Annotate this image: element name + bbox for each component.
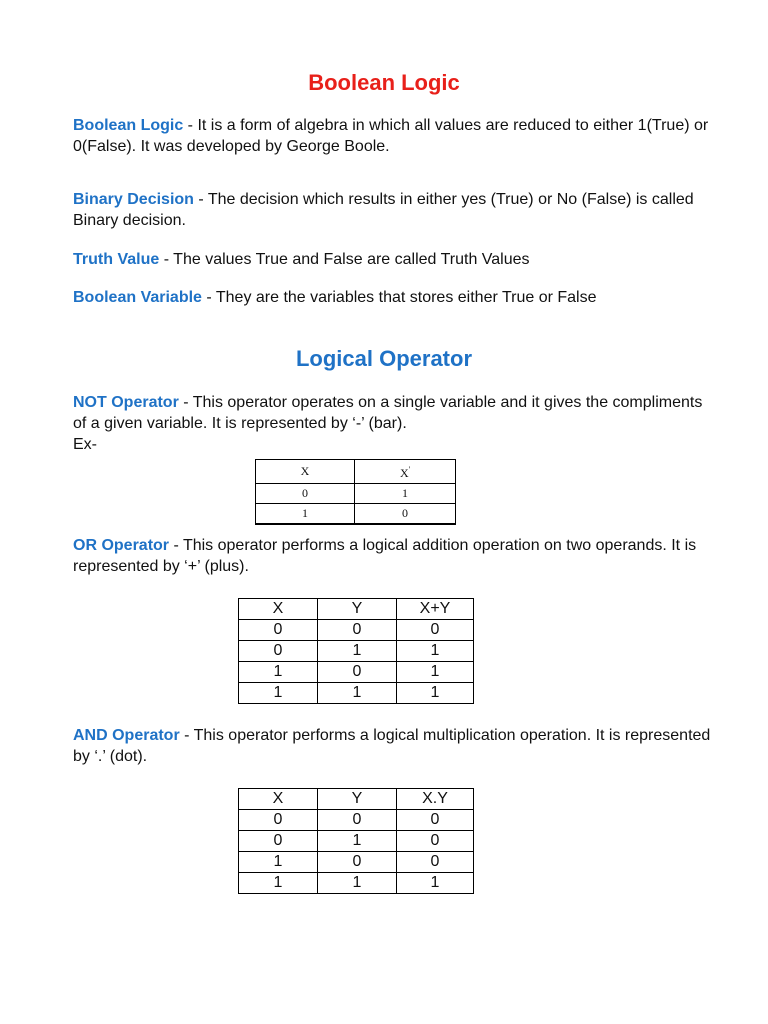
- header-cell: X+Y: [397, 599, 474, 620]
- table-row: [239, 683, 474, 704]
- table-cell: 0: [239, 810, 318, 831]
- table-header-row: [239, 599, 474, 620]
- table-cell: 1: [397, 873, 474, 894]
- definition-text: - The values True and False are called Truth Values: [159, 251, 530, 268]
- table-header-row: [256, 460, 456, 484]
- table-cell: 1: [239, 852, 318, 873]
- table-cell: 1: [318, 831, 397, 852]
- table-cell: 1: [239, 683, 318, 704]
- term-and-operator: AND Operator: [73, 727, 180, 744]
- table-cell: 0: [397, 810, 474, 831]
- header-cell: Y: [318, 599, 397, 620]
- table-row: [256, 504, 456, 525]
- description-text: - This operator performs a logical multiplication operation. It is represented by ‘.’ (dot).: [73, 727, 711, 765]
- table-cell: 0: [397, 831, 474, 852]
- table-cell: 0: [239, 620, 318, 641]
- table-row: [256, 484, 456, 504]
- table-cell: 1: [239, 662, 318, 683]
- header-cell: X: [256, 460, 355, 484]
- term-not-operator: NOT Operator: [73, 394, 179, 411]
- table-row: [239, 641, 474, 662]
- table-cell: 0: [256, 484, 355, 504]
- table-row: [239, 620, 474, 641]
- table-cell: 1: [318, 683, 397, 704]
- page-title: Boolean Logic: [308, 70, 460, 95]
- section-title: Logical Operator: [295, 346, 473, 371]
- and-truth-table: [238, 788, 474, 894]
- table-header-row: [239, 789, 474, 810]
- table-cell: 0: [318, 810, 397, 831]
- table-cell: 0: [318, 662, 397, 683]
- table-row: [239, 831, 474, 852]
- definition-text: - It is a form of algebra in which all values are reduced to either 1(True) or 0(False). It was developed by George Boole.: [73, 117, 709, 155]
- definition-binary-decision: [73, 189, 713, 231]
- header-cell: X: [239, 789, 318, 810]
- term-or-operator: OR Operator: [73, 537, 170, 554]
- table-cell: 0: [318, 620, 397, 641]
- or-truth-table: [238, 598, 474, 704]
- table-cell: 1: [256, 504, 355, 525]
- definition-boolean-variable: [73, 287, 713, 308]
- table-cell: 1: [318, 641, 397, 662]
- table-row: [239, 662, 474, 683]
- and-operator-description: [73, 725, 713, 767]
- header-cell: [355, 460, 456, 484]
- header-cell: Y: [318, 789, 397, 810]
- table-cell: 0: [355, 504, 456, 525]
- table-row: [239, 852, 474, 873]
- definition-text: - The decision which results in either yes (True) or No (False) is called Binary decision.: [73, 191, 694, 229]
- header-text: X: [399, 466, 409, 480]
- description-text: - This operator operates on a single variable and it gives the compliments of a given variable. It is represented by ‘-’ (bar).: [73, 394, 703, 432]
- table-cell: 0: [239, 641, 318, 662]
- table-cell: 1: [397, 641, 474, 662]
- table-cell: 1: [239, 873, 318, 894]
- definition-boolean-logic: [73, 115, 713, 157]
- term-truth-value: Truth Value: [73, 251, 160, 268]
- header-cell: X.Y: [397, 789, 474, 810]
- term-binary-decision: Binary Decision: [73, 191, 194, 208]
- not-operator-description: [73, 392, 713, 455]
- prime-mark: ': [408, 465, 411, 474]
- table-cell: 0: [239, 831, 318, 852]
- term-boolean-logic: Boolean Logic: [73, 117, 184, 134]
- table-cell: 1: [397, 683, 474, 704]
- description-text: - This operator performs a logical addition operation on two operands. It is represented by ‘+’ (plus).: [73, 537, 697, 575]
- example-label: Ex-: [73, 436, 97, 453]
- table-cell: 1: [318, 873, 397, 894]
- table-cell: 0: [318, 852, 397, 873]
- table-cell: 1: [355, 484, 456, 504]
- term-boolean-variable: Boolean Variable: [73, 289, 202, 306]
- table-cell: 0: [397, 620, 474, 641]
- table-row: [239, 810, 474, 831]
- table-cell: 0: [397, 852, 474, 873]
- definition-text: - They are the variables that stores either True or False: [201, 289, 597, 306]
- definition-truth-value: [73, 249, 713, 270]
- table-cell: 1: [397, 662, 474, 683]
- not-truth-table: [255, 459, 456, 525]
- or-operator-description: [73, 535, 713, 577]
- header-cell: X: [239, 599, 318, 620]
- table-row: [239, 873, 474, 894]
